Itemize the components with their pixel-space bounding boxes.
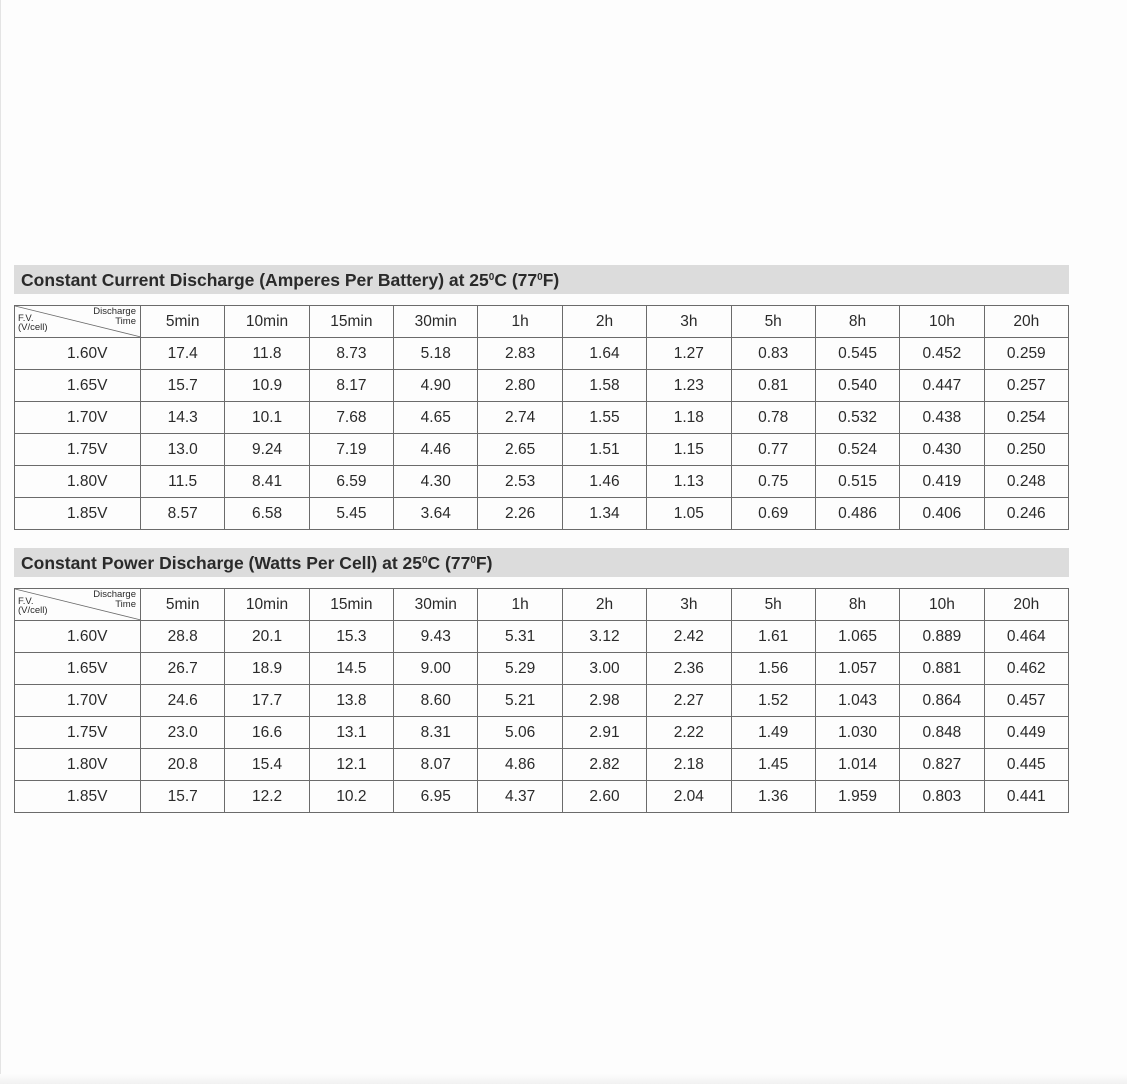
column-header: 5min: [141, 306, 225, 338]
table-cell: 0.78: [731, 402, 815, 434]
table-cell: 1.057: [815, 653, 899, 685]
table-cell: 3.64: [394, 498, 478, 530]
table-cell: 5.45: [309, 498, 393, 530]
corner-text: F.V.: [18, 596, 34, 607]
table-row: [15, 781, 1069, 813]
table-row: [15, 717, 1069, 749]
table-cell: 0.449: [984, 717, 1068, 749]
title-text: F): [475, 553, 493, 573]
table-cell: 12.1: [309, 749, 393, 781]
row-voltage-label: 1.80V: [66, 755, 108, 773]
row-label-cell: [15, 402, 141, 434]
table-row: [15, 498, 1069, 530]
table-cell: 2.26: [478, 498, 562, 530]
corner-text: Time: [115, 599, 136, 610]
table-cell: 4.46: [394, 434, 478, 466]
corner-text: Discharge: [93, 306, 136, 317]
table-cell: 0.75: [731, 466, 815, 498]
table-cell: 1.64: [562, 338, 646, 370]
table-cell: 0.889: [900, 621, 984, 653]
table-cell: 15.7: [141, 370, 225, 402]
column-header: 3h: [647, 589, 731, 621]
table-cell: 8.17: [309, 370, 393, 402]
table-cell: 2.36: [647, 653, 731, 685]
table-cell: 6.95: [394, 781, 478, 813]
table-cell: 5.29: [478, 653, 562, 685]
table-cell: 2.60: [562, 781, 646, 813]
table-cell: 1.61: [731, 621, 815, 653]
constant-current-table: [14, 305, 1069, 530]
table-cell: 0.540: [815, 370, 899, 402]
table-cell: 1.55: [562, 402, 646, 434]
table-cell: 0.438: [900, 402, 984, 434]
table-cell: 10.9: [225, 370, 309, 402]
table-cell: 17.4: [141, 338, 225, 370]
table-cell: 0.419: [900, 466, 984, 498]
table-cell: 3.12: [562, 621, 646, 653]
table-cell: 24.6: [141, 685, 225, 717]
table-cell: 5.31: [478, 621, 562, 653]
final-voltage-label: [18, 597, 48, 615]
row-voltage-label: 1.75V: [66, 440, 108, 458]
table-row: [15, 685, 1069, 717]
constant-power-section: [14, 548, 1069, 813]
title-text: C (77: [494, 270, 538, 290]
table-corner-header: [15, 589, 141, 621]
title-text: Constant Power Discharge (Watts Per Cell) at 25: [21, 553, 422, 573]
page-edge-bottom: [0, 1074, 1127, 1084]
table-cell: 1.49: [731, 717, 815, 749]
table-cell: 4.86: [478, 749, 562, 781]
table-cell: 0.254: [984, 402, 1068, 434]
table-cell: 1.34: [562, 498, 646, 530]
table-cell: 0.83: [731, 338, 815, 370]
constant-current-title: [14, 265, 1069, 294]
table-cell: 5.21: [478, 685, 562, 717]
table-cell: 13.1: [309, 717, 393, 749]
table-cell: 14.5: [309, 653, 393, 685]
table-cell: 0.532: [815, 402, 899, 434]
row-voltage-label: 1.65V: [66, 659, 108, 677]
row-label-cell: [15, 370, 141, 402]
row-voltage-label: 1.70V: [66, 691, 108, 709]
column-header: 5h: [731, 306, 815, 338]
row-label-cell: [15, 466, 141, 498]
table-cell: 2.18: [647, 749, 731, 781]
table-cell: 0.457: [984, 685, 1068, 717]
table-cell: 2.22: [647, 717, 731, 749]
title-text: C (77: [427, 553, 471, 573]
table-cell: 20.1: [225, 621, 309, 653]
table-cell: 2.80: [478, 370, 562, 402]
row-label-cell: [15, 621, 141, 653]
table-cell: 0.848: [900, 717, 984, 749]
row-label-cell: [15, 498, 141, 530]
table-row: [15, 370, 1069, 402]
table-cell: 9.00: [394, 653, 478, 685]
degree-mark: 0: [488, 272, 495, 283]
table-cell: 13.8: [309, 685, 393, 717]
table-cell: 1.56: [731, 653, 815, 685]
corner-text: Time: [115, 316, 136, 327]
table-cell: 8.07: [394, 749, 478, 781]
table-cell: 0.462: [984, 653, 1068, 685]
corner-text: (V/cell): [18, 322, 48, 333]
table-cell: 4.30: [394, 466, 478, 498]
table-cell: 10.2: [309, 781, 393, 813]
row-voltage-label: 1.85V: [66, 504, 108, 522]
table-cell: 8.73: [309, 338, 393, 370]
table-row: [15, 402, 1069, 434]
table-cell: 1.58: [562, 370, 646, 402]
table-cell: 1.043: [815, 685, 899, 717]
table-row: [15, 434, 1069, 466]
table-cell: 1.014: [815, 749, 899, 781]
table-cell: 0.259: [984, 338, 1068, 370]
column-header: 2h: [562, 589, 646, 621]
table-cell: 8.60: [394, 685, 478, 717]
table-cell: 15.4: [225, 749, 309, 781]
table-corner-header: [15, 306, 141, 338]
table-row: [15, 621, 1069, 653]
table-cell: 1.18: [647, 402, 731, 434]
row-label-cell: [15, 338, 141, 370]
table-cell: 0.464: [984, 621, 1068, 653]
constant-current-section: [14, 265, 1069, 530]
row-voltage-label: 1.85V: [66, 787, 108, 805]
corner-text: (V/cell): [18, 605, 48, 616]
row-label-cell: [15, 717, 141, 749]
row-label-cell: [15, 781, 141, 813]
table-cell: 1.030: [815, 717, 899, 749]
degree-mark: 0: [421, 555, 428, 566]
table-cell: 7.68: [309, 402, 393, 434]
table-cell: 5.18: [394, 338, 478, 370]
column-header: 8h: [815, 589, 899, 621]
table-cell: 1.959: [815, 781, 899, 813]
table-cell: 11.8: [225, 338, 309, 370]
table-cell: 1.27: [647, 338, 731, 370]
table-cell: 9.43: [394, 621, 478, 653]
column-header: 3h: [647, 306, 731, 338]
table-row: [15, 653, 1069, 685]
table-cell: 26.7: [141, 653, 225, 685]
table-cell: 8.41: [225, 466, 309, 498]
table-cell: 0.447: [900, 370, 984, 402]
row-label-cell: [15, 749, 141, 781]
table-cell: 0.246: [984, 498, 1068, 530]
degree-mark: 0: [537, 272, 543, 283]
table-cell: 1.46: [562, 466, 646, 498]
table-cell: 1.065: [815, 621, 899, 653]
table-cell: 1.05: [647, 498, 731, 530]
row-voltage-label: 1.80V: [66, 472, 108, 490]
table-cell: 0.515: [815, 466, 899, 498]
table-cell: 0.257: [984, 370, 1068, 402]
table-cell: 1.52: [731, 685, 815, 717]
table-cell: 4.90: [394, 370, 478, 402]
column-header: 30min: [394, 589, 478, 621]
row-voltage-label: 1.65V: [66, 376, 108, 394]
table-cell: 11.5: [141, 466, 225, 498]
table-cell: 0.445: [984, 749, 1068, 781]
table-cell: 1.36: [731, 781, 815, 813]
column-header: 5min: [141, 589, 225, 621]
degree-mark: 0: [470, 555, 476, 566]
table-cell: 0.452: [900, 338, 984, 370]
table-cell: 16.6: [225, 717, 309, 749]
column-header: 10min: [225, 589, 309, 621]
title-text: F): [542, 270, 560, 290]
table-cell: 0.486: [815, 498, 899, 530]
column-header: 10h: [900, 589, 984, 621]
column-header: 1h: [478, 306, 562, 338]
row-voltage-label: 1.70V: [66, 408, 108, 426]
table-row: [15, 466, 1069, 498]
table-cell: 1.13: [647, 466, 731, 498]
table-header-row: [15, 306, 1069, 338]
table-cell: 4.37: [478, 781, 562, 813]
table-cell: 0.545: [815, 338, 899, 370]
table-cell: 2.91: [562, 717, 646, 749]
table-cell: 18.9: [225, 653, 309, 685]
table-cell: 0.69: [731, 498, 815, 530]
table-cell: 10.1: [225, 402, 309, 434]
table-row: [15, 338, 1069, 370]
table-cell: 2.42: [647, 621, 731, 653]
table-cell: 3.00: [562, 653, 646, 685]
table-cell: 0.81: [731, 370, 815, 402]
table-header-row: [15, 589, 1069, 621]
table-cell: 5.06: [478, 717, 562, 749]
table-cell: 20.8: [141, 749, 225, 781]
table-cell: 2.53: [478, 466, 562, 498]
table-cell: 0.406: [900, 498, 984, 530]
table-cell: 6.59: [309, 466, 393, 498]
table-row: [15, 749, 1069, 781]
corner-text: F.V.: [18, 313, 34, 324]
table-cell: 4.65: [394, 402, 478, 434]
row-label-cell: [15, 653, 141, 685]
table-cell: 0.430: [900, 434, 984, 466]
table-cell: 8.57: [141, 498, 225, 530]
table-cell: 6.58: [225, 498, 309, 530]
column-header: 20h: [984, 589, 1068, 621]
table-cell: 23.0: [141, 717, 225, 749]
table-cell: 14.3: [141, 402, 225, 434]
table-cell: 2.27: [647, 685, 731, 717]
table-cell: 0.248: [984, 466, 1068, 498]
table-cell: 0.881: [900, 653, 984, 685]
column-header: 2h: [562, 306, 646, 338]
corner-text: Discharge: [93, 589, 136, 600]
row-voltage-label: 1.60V: [66, 627, 108, 645]
table-cell: 2.65: [478, 434, 562, 466]
table-cell: 15.7: [141, 781, 225, 813]
table-cell: 2.83: [478, 338, 562, 370]
row-label-cell: [15, 434, 141, 466]
table-cell: 0.524: [815, 434, 899, 466]
table-cell: 28.8: [141, 621, 225, 653]
table-cell: 1.51: [562, 434, 646, 466]
column-header: 15min: [309, 306, 393, 338]
column-header: 10min: [225, 306, 309, 338]
table-cell: 0.77: [731, 434, 815, 466]
table-cell: 1.23: [647, 370, 731, 402]
table-cell: 2.98: [562, 685, 646, 717]
table-cell: 0.441: [984, 781, 1068, 813]
table-cell: 2.04: [647, 781, 731, 813]
table-cell: 17.7: [225, 685, 309, 717]
row-voltage-label: 1.60V: [66, 344, 108, 362]
discharge-time-label: [76, 307, 136, 327]
column-header: 20h: [984, 306, 1068, 338]
table-cell: 15.3: [309, 621, 393, 653]
table-cell: 1.15: [647, 434, 731, 466]
table-cell: 8.31: [394, 717, 478, 749]
constant-power-table: [14, 588, 1069, 813]
table-cell: 0.864: [900, 685, 984, 717]
table-cell: 9.24: [225, 434, 309, 466]
table-cell: 12.2: [225, 781, 309, 813]
table-cell: 2.74: [478, 402, 562, 434]
column-header: 30min: [394, 306, 478, 338]
column-header: 1h: [478, 589, 562, 621]
table-cell: 0.250: [984, 434, 1068, 466]
column-header: 10h: [900, 306, 984, 338]
table-cell: 1.45: [731, 749, 815, 781]
column-header: 8h: [815, 306, 899, 338]
table-cell: 0.803: [900, 781, 984, 813]
column-header: 15min: [309, 589, 393, 621]
table-cell: 2.82: [562, 749, 646, 781]
row-label-cell: [15, 685, 141, 717]
discharge-time-label: [76, 590, 136, 610]
table-cell: 0.827: [900, 749, 984, 781]
final-voltage-label: [18, 314, 48, 332]
column-header: 5h: [731, 589, 815, 621]
page-edge-left: [0, 0, 1, 1084]
table-cell: 13.0: [141, 434, 225, 466]
title-text: Constant Current Discharge (Amperes Per Battery) at 25: [21, 270, 489, 290]
table-cell: 7.19: [309, 434, 393, 466]
constant-power-title: [14, 548, 1069, 577]
row-voltage-label: 1.75V: [66, 723, 108, 741]
